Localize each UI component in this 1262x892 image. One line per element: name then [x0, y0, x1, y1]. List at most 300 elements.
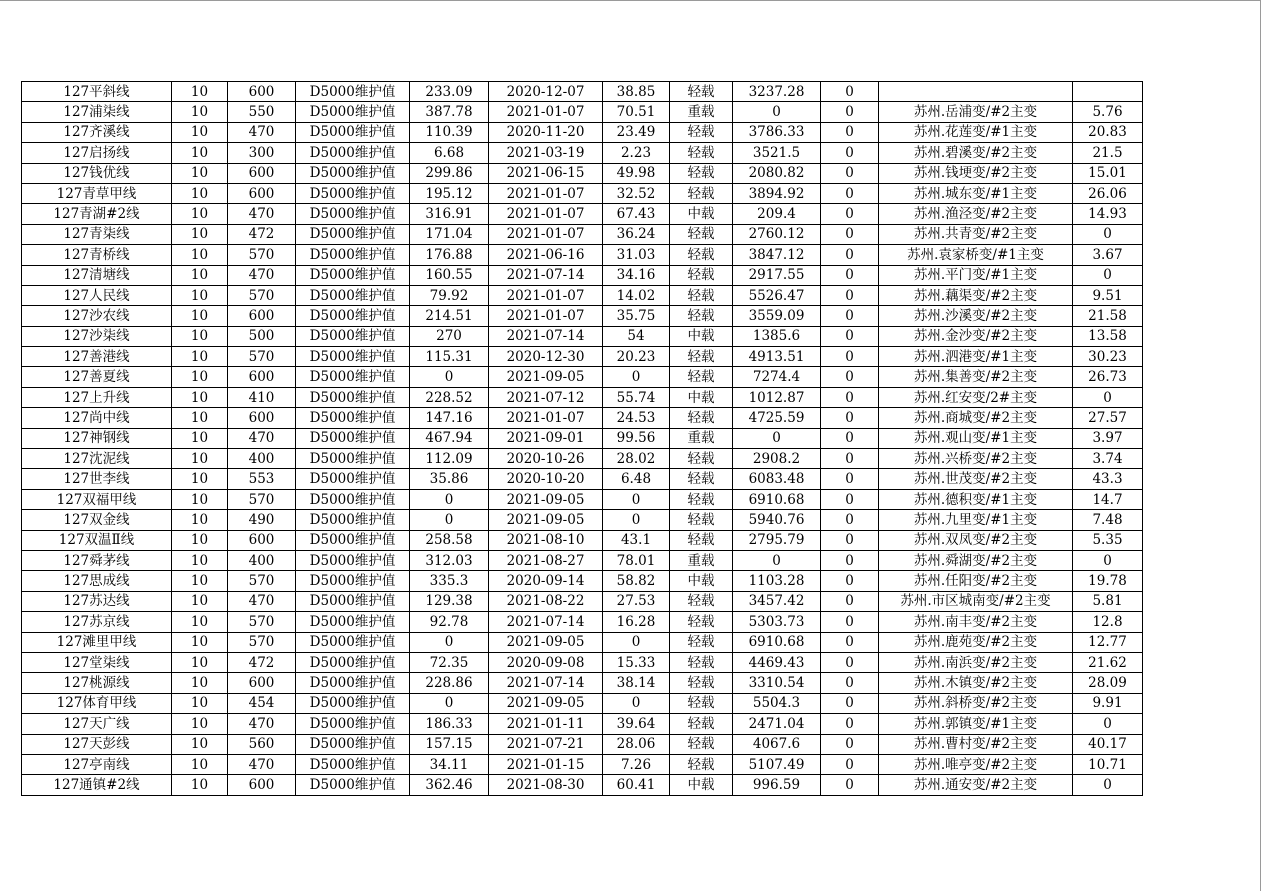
transformer-rate-cell: 30.23	[1073, 347, 1143, 367]
margin-cell: 0	[733, 550, 821, 570]
table-row	[22, 775, 1143, 795]
date-cell: 2020-12-30	[489, 347, 603, 367]
voltage-cell: 10	[172, 102, 228, 122]
load-status-cell: 轻载	[670, 183, 733, 203]
rated-current-cell: 600	[228, 367, 296, 387]
margin-cell: 0	[733, 102, 821, 122]
load-status-cell: 轻载	[670, 693, 733, 713]
line-name-cell: 127舜茅线	[22, 550, 172, 570]
transformer-cell: 苏州.花莲变/#1主变	[879, 122, 1073, 142]
zero-cell: 0	[821, 122, 879, 142]
table-row	[22, 306, 1143, 326]
data-source-cell: D5000维护值	[296, 143, 410, 163]
load-status-cell: 轻载	[670, 530, 733, 550]
transformer-rate-cell: 5.76	[1073, 102, 1143, 122]
date-cell: 2021-08-22	[489, 591, 603, 611]
rated-current-cell: 570	[228, 489, 296, 509]
rated-current-cell: 570	[228, 571, 296, 591]
transformer-cell: 苏州.木镇变/#2主变	[879, 673, 1073, 693]
voltage-cell: 10	[172, 673, 228, 693]
transformer-rate-cell: 12.8	[1073, 612, 1143, 632]
date-cell: 2021-01-07	[489, 102, 603, 122]
data-source-cell: D5000维护值	[296, 183, 410, 203]
table-body	[22, 82, 1143, 796]
transformer-cell: 苏州.世茂变/#2主变	[879, 469, 1073, 489]
load-status-cell: 轻载	[670, 469, 733, 489]
max-current-cell: 129.38	[410, 591, 489, 611]
max-current-cell: 0	[410, 367, 489, 387]
rated-current-cell: 553	[228, 469, 296, 489]
data-source-cell: D5000维护值	[296, 122, 410, 142]
load-status-cell: 轻载	[670, 122, 733, 142]
load-rate-cell: 58.82	[603, 571, 670, 591]
load-status-cell: 轻载	[670, 82, 733, 102]
voltage-cell: 10	[172, 571, 228, 591]
load-status-cell: 轻载	[670, 143, 733, 163]
transformer-cell: 苏州.鹿苑变/#2主变	[879, 632, 1073, 652]
data-source-cell: D5000维护值	[296, 510, 410, 530]
zero-cell: 0	[821, 285, 879, 305]
transformer-rate-cell: 0	[1073, 714, 1143, 734]
margin-cell: 996.59	[733, 775, 821, 795]
load-status-cell: 中载	[670, 387, 733, 407]
load-status-cell: 重载	[670, 102, 733, 122]
voltage-cell: 10	[172, 82, 228, 102]
load-rate-cell: 7.26	[603, 754, 670, 774]
transformer-cell: 苏州.金沙变/#2主变	[879, 326, 1073, 346]
table-row	[22, 612, 1143, 632]
transformer-cell	[879, 82, 1073, 102]
voltage-cell: 10	[172, 224, 228, 244]
voltage-cell: 10	[172, 428, 228, 448]
line-name-cell: 127通镇#2线	[22, 775, 172, 795]
max-current-cell: 171.04	[410, 224, 489, 244]
load-status-cell: 轻载	[670, 367, 733, 387]
margin-cell: 2795.79	[733, 530, 821, 550]
margin-cell: 1103.28	[733, 571, 821, 591]
data-source-cell: D5000维护值	[296, 306, 410, 326]
transformer-rate-cell: 21.58	[1073, 306, 1143, 326]
line-name-cell: 127浦柒线	[22, 102, 172, 122]
voltage-cell: 10	[172, 122, 228, 142]
date-cell: 2020-12-07	[489, 82, 603, 102]
table-row	[22, 285, 1143, 305]
margin-cell: 5526.47	[733, 285, 821, 305]
transformer-rate-cell: 10.71	[1073, 754, 1143, 774]
load-rate-cell: 0	[603, 632, 670, 652]
transformer-cell: 苏州.袁家桥变/#1主变	[879, 245, 1073, 265]
transformer-rate-cell: 13.58	[1073, 326, 1143, 346]
zero-cell: 0	[821, 489, 879, 509]
rated-current-cell: 470	[228, 122, 296, 142]
table-row	[22, 143, 1143, 163]
load-rate-cell: 34.16	[603, 265, 670, 285]
data-source-cell: D5000维护值	[296, 82, 410, 102]
line-name-cell: 127青湖#2线	[22, 204, 172, 224]
load-status-cell: 重载	[670, 428, 733, 448]
table-row	[22, 714, 1143, 734]
table-row	[22, 224, 1143, 244]
date-cell: 2020-10-20	[489, 469, 603, 489]
transformer-rate-cell	[1073, 82, 1143, 102]
zero-cell: 0	[821, 775, 879, 795]
rated-current-cell: 454	[228, 693, 296, 713]
voltage-cell: 10	[172, 693, 228, 713]
rated-current-cell: 500	[228, 326, 296, 346]
margin-cell: 7274.4	[733, 367, 821, 387]
table-row	[22, 673, 1143, 693]
max-current-cell: 112.09	[410, 449, 489, 469]
voltage-cell: 10	[172, 632, 228, 652]
line-name-cell: 127思成线	[22, 571, 172, 591]
transformer-rate-cell: 3.74	[1073, 449, 1143, 469]
line-name-cell: 127苏京线	[22, 612, 172, 632]
max-current-cell: 115.31	[410, 347, 489, 367]
transformer-rate-cell: 5.81	[1073, 591, 1143, 611]
line-name-cell: 127善夏线	[22, 367, 172, 387]
rated-current-cell: 600	[228, 183, 296, 203]
rated-current-cell: 570	[228, 612, 296, 632]
transformer-rate-cell: 9.51	[1073, 285, 1143, 305]
margin-cell: 6083.48	[733, 469, 821, 489]
max-current-cell: 228.86	[410, 673, 489, 693]
margin-cell: 6910.68	[733, 632, 821, 652]
voltage-cell: 10	[172, 714, 228, 734]
voltage-cell: 10	[172, 143, 228, 163]
zero-cell: 0	[821, 754, 879, 774]
date-cell: 2021-07-21	[489, 734, 603, 754]
table-row	[22, 326, 1143, 346]
line-name-cell: 127人民线	[22, 285, 172, 305]
max-current-cell: 316.91	[410, 204, 489, 224]
max-current-cell: 387.78	[410, 102, 489, 122]
load-status-cell: 轻载	[670, 652, 733, 672]
load-rate-cell: 0	[603, 489, 670, 509]
date-cell: 2021-07-14	[489, 326, 603, 346]
data-source-cell: D5000维护值	[296, 612, 410, 632]
data-source-cell: D5000维护值	[296, 754, 410, 774]
transformer-rate-cell: 14.93	[1073, 204, 1143, 224]
zero-cell: 0	[821, 224, 879, 244]
max-current-cell: 312.03	[410, 550, 489, 570]
rated-current-cell: 490	[228, 510, 296, 530]
transformer-cell: 苏州.兴桥变/#2主变	[879, 449, 1073, 469]
max-current-cell: 147.16	[410, 408, 489, 428]
table-row	[22, 489, 1143, 509]
date-cell: 2021-01-07	[489, 183, 603, 203]
table-row	[22, 530, 1143, 550]
load-rate-cell: 16.28	[603, 612, 670, 632]
date-cell: 2021-09-05	[489, 693, 603, 713]
date-cell: 2020-09-14	[489, 571, 603, 591]
load-status-cell: 轻载	[670, 163, 733, 183]
voltage-cell: 10	[172, 265, 228, 285]
data-source-cell: D5000维护值	[296, 693, 410, 713]
transformer-rate-cell: 19.78	[1073, 571, 1143, 591]
zero-cell: 0	[821, 632, 879, 652]
load-rate-cell: 38.14	[603, 673, 670, 693]
load-status-cell: 轻载	[670, 224, 733, 244]
transformer-cell: 苏州.任阳变/#2主变	[879, 571, 1073, 591]
zero-cell: 0	[821, 714, 879, 734]
load-status-cell: 轻载	[670, 347, 733, 367]
margin-cell: 5504.3	[733, 693, 821, 713]
zero-cell: 0	[821, 530, 879, 550]
voltage-cell: 10	[172, 367, 228, 387]
date-cell: 2021-06-15	[489, 163, 603, 183]
table-row	[22, 571, 1143, 591]
margin-cell: 5940.76	[733, 510, 821, 530]
table-row	[22, 632, 1143, 652]
rated-current-cell: 570	[228, 245, 296, 265]
data-source-cell: D5000维护值	[296, 591, 410, 611]
voltage-cell: 10	[172, 612, 228, 632]
load-status-cell: 重载	[670, 550, 733, 570]
load-rate-cell: 54	[603, 326, 670, 346]
margin-cell: 4725.59	[733, 408, 821, 428]
table-row	[22, 449, 1143, 469]
line-name-cell: 127齐溪线	[22, 122, 172, 142]
rated-current-cell: 600	[228, 306, 296, 326]
load-status-cell: 轻载	[670, 510, 733, 530]
margin-cell: 5303.73	[733, 612, 821, 632]
margin-cell: 3521.5	[733, 143, 821, 163]
max-current-cell: 160.55	[410, 265, 489, 285]
zero-cell: 0	[821, 204, 879, 224]
table-row	[22, 591, 1143, 611]
rated-current-cell: 410	[228, 387, 296, 407]
max-current-cell: 176.88	[410, 245, 489, 265]
transformer-cell: 苏州.共青变/#2主变	[879, 224, 1073, 244]
transformer-rate-cell: 7.48	[1073, 510, 1143, 530]
transformer-cell: 苏州.观山变/#1主变	[879, 428, 1073, 448]
data-source-cell: D5000维护值	[296, 632, 410, 652]
transformer-rate-cell: 0	[1073, 550, 1143, 570]
data-source-cell: D5000维护值	[296, 734, 410, 754]
transformer-cell: 苏州.通安变/#2主变	[879, 775, 1073, 795]
margin-cell: 1012.87	[733, 387, 821, 407]
transformer-rate-cell: 0	[1073, 775, 1143, 795]
load-rate-cell: 14.02	[603, 285, 670, 305]
zero-cell: 0	[821, 265, 879, 285]
date-cell: 2021-03-19	[489, 143, 603, 163]
date-cell: 2021-08-30	[489, 775, 603, 795]
voltage-cell: 10	[172, 204, 228, 224]
line-name-cell: 127上升线	[22, 387, 172, 407]
transformer-rate-cell: 40.17	[1073, 734, 1143, 754]
zero-cell: 0	[821, 550, 879, 570]
transformer-cell: 苏州.市区城南变/#2主变	[879, 591, 1073, 611]
load-rate-cell: 67.43	[603, 204, 670, 224]
rated-current-cell: 570	[228, 285, 296, 305]
zero-cell: 0	[821, 102, 879, 122]
transformer-cell: 苏州.红安变/2#主变	[879, 387, 1073, 407]
voltage-cell: 10	[172, 163, 228, 183]
zero-cell: 0	[821, 408, 879, 428]
date-cell: 2020-10-26	[489, 449, 603, 469]
transformer-cell: 苏州.城东变/#1主变	[879, 183, 1073, 203]
data-source-cell: D5000维护值	[296, 102, 410, 122]
load-rate-cell: 28.02	[603, 449, 670, 469]
load-status-cell: 轻载	[670, 489, 733, 509]
rated-current-cell: 400	[228, 449, 296, 469]
zero-cell: 0	[821, 367, 879, 387]
data-source-cell: D5000维护值	[296, 224, 410, 244]
margin-cell: 3894.92	[733, 183, 821, 203]
margin-cell: 3457.42	[733, 591, 821, 611]
zero-cell: 0	[821, 183, 879, 203]
date-cell: 2021-01-07	[489, 285, 603, 305]
date-cell: 2021-01-15	[489, 754, 603, 774]
rated-current-cell: 560	[228, 734, 296, 754]
line-name-cell: 127体育甲线	[22, 693, 172, 713]
table-row	[22, 408, 1143, 428]
load-rate-cell: 6.48	[603, 469, 670, 489]
date-cell: 2021-08-10	[489, 530, 603, 550]
date-cell: 2021-07-14	[489, 612, 603, 632]
rated-current-cell: 472	[228, 652, 296, 672]
zero-cell: 0	[821, 143, 879, 163]
table-row	[22, 693, 1143, 713]
line-name-cell: 127青草甲线	[22, 183, 172, 203]
max-current-cell: 467.94	[410, 428, 489, 448]
load-rate-cell: 39.64	[603, 714, 670, 734]
date-cell: 2021-01-07	[489, 306, 603, 326]
max-current-cell: 186.33	[410, 714, 489, 734]
line-name-cell: 127沙柒线	[22, 326, 172, 346]
table-row	[22, 754, 1143, 774]
load-rate-cell: 2.23	[603, 143, 670, 163]
transformer-cell: 苏州.舜湖变/#2主变	[879, 550, 1073, 570]
transformer-cell: 苏州.沙溪变/#2主变	[879, 306, 1073, 326]
max-current-cell: 157.15	[410, 734, 489, 754]
transformer-cell: 苏州.商城变/#2主变	[879, 408, 1073, 428]
rated-current-cell: 470	[228, 428, 296, 448]
voltage-cell: 10	[172, 652, 228, 672]
load-rate-cell: 70.51	[603, 102, 670, 122]
date-cell: 2021-09-05	[489, 510, 603, 530]
load-rate-cell: 0	[603, 510, 670, 530]
load-rate-cell: 15.33	[603, 652, 670, 672]
margin-cell: 0	[733, 428, 821, 448]
transformer-rate-cell: 9.91	[1073, 693, 1143, 713]
transformer-rate-cell: 3.97	[1073, 428, 1143, 448]
table-row	[22, 652, 1143, 672]
transformer-cell: 苏州.唯亭变/#2主变	[879, 754, 1073, 774]
load-status-cell: 轻载	[670, 265, 733, 285]
line-name-cell: 127青桥线	[22, 245, 172, 265]
transformer-rate-cell: 5.35	[1073, 530, 1143, 550]
load-status-cell: 轻载	[670, 306, 733, 326]
transformer-cell: 苏州.德积变/#1主变	[879, 489, 1073, 509]
transformer-cell: 苏州.南浜变/#2主变	[879, 652, 1073, 672]
rated-current-cell: 470	[228, 204, 296, 224]
zero-cell: 0	[821, 387, 879, 407]
voltage-cell: 10	[172, 326, 228, 346]
rated-current-cell: 600	[228, 673, 296, 693]
rated-current-cell: 300	[228, 143, 296, 163]
max-current-cell: 6.68	[410, 143, 489, 163]
transformer-rate-cell: 15.01	[1073, 163, 1143, 183]
load-status-cell: 轻载	[670, 714, 733, 734]
margin-cell: 3786.33	[733, 122, 821, 142]
rated-current-cell: 550	[228, 102, 296, 122]
line-name-cell: 127平斜线	[22, 82, 172, 102]
voltage-cell: 10	[172, 408, 228, 428]
rated-current-cell: 470	[228, 265, 296, 285]
load-rate-cell: 78.01	[603, 550, 670, 570]
line-name-cell: 127钱优线	[22, 163, 172, 183]
transformer-rate-cell: 28.09	[1073, 673, 1143, 693]
load-rate-cell: 23.49	[603, 122, 670, 142]
data-source-cell: D5000维护值	[296, 367, 410, 387]
table-row	[22, 82, 1143, 102]
zero-cell: 0	[821, 245, 879, 265]
line-name-cell: 127桃源线	[22, 673, 172, 693]
table-row	[22, 245, 1143, 265]
load-status-cell: 轻载	[670, 612, 733, 632]
zero-cell: 0	[821, 306, 879, 326]
line-name-cell: 127双金线	[22, 510, 172, 530]
zero-cell: 0	[821, 163, 879, 183]
voltage-cell: 10	[172, 734, 228, 754]
load-status-cell: 中载	[670, 571, 733, 591]
rated-current-cell: 400	[228, 550, 296, 570]
margin-cell: 6910.68	[733, 489, 821, 509]
data-source-cell: D5000维护值	[296, 265, 410, 285]
load-status-cell: 轻载	[670, 754, 733, 774]
transformer-cell: 苏州.南丰变/#2主变	[879, 612, 1073, 632]
data-source-cell: D5000维护值	[296, 428, 410, 448]
line-name-cell: 127亭南线	[22, 754, 172, 774]
margin-cell: 5107.49	[733, 754, 821, 774]
margin-cell: 3310.54	[733, 673, 821, 693]
margin-cell: 2908.2	[733, 449, 821, 469]
transformer-rate-cell: 0	[1073, 265, 1143, 285]
load-rate-cell: 0	[603, 693, 670, 713]
max-current-cell: 0	[410, 693, 489, 713]
zero-cell: 0	[821, 612, 879, 632]
margin-cell: 3847.12	[733, 245, 821, 265]
transformer-rate-cell: 27.57	[1073, 408, 1143, 428]
load-status-cell: 中载	[670, 775, 733, 795]
zero-cell: 0	[821, 347, 879, 367]
voltage-cell: 10	[172, 285, 228, 305]
voltage-cell: 10	[172, 775, 228, 795]
table-row	[22, 265, 1143, 285]
max-current-cell: 92.78	[410, 612, 489, 632]
date-cell: 2021-07-12	[489, 387, 603, 407]
load-status-cell: 轻载	[670, 673, 733, 693]
load-rate-cell: 49.98	[603, 163, 670, 183]
margin-cell: 2760.12	[733, 224, 821, 244]
zero-cell: 0	[821, 652, 879, 672]
voltage-cell: 10	[172, 469, 228, 489]
date-cell: 2021-01-07	[489, 224, 603, 244]
data-source-cell: D5000维护值	[296, 408, 410, 428]
line-name-cell: 127堂柒线	[22, 652, 172, 672]
voltage-cell: 10	[172, 347, 228, 367]
transformer-rate-cell: 26.73	[1073, 367, 1143, 387]
line-name-cell: 127天彭线	[22, 734, 172, 754]
zero-cell: 0	[821, 469, 879, 489]
line-name-cell: 127善港线	[22, 347, 172, 367]
line-name-cell: 127清塘线	[22, 265, 172, 285]
data-source-cell: D5000维护值	[296, 673, 410, 693]
line-name-cell: 127双温Ⅱ线	[22, 530, 172, 550]
load-status-cell: 轻载	[670, 632, 733, 652]
load-rate-cell: 35.75	[603, 306, 670, 326]
